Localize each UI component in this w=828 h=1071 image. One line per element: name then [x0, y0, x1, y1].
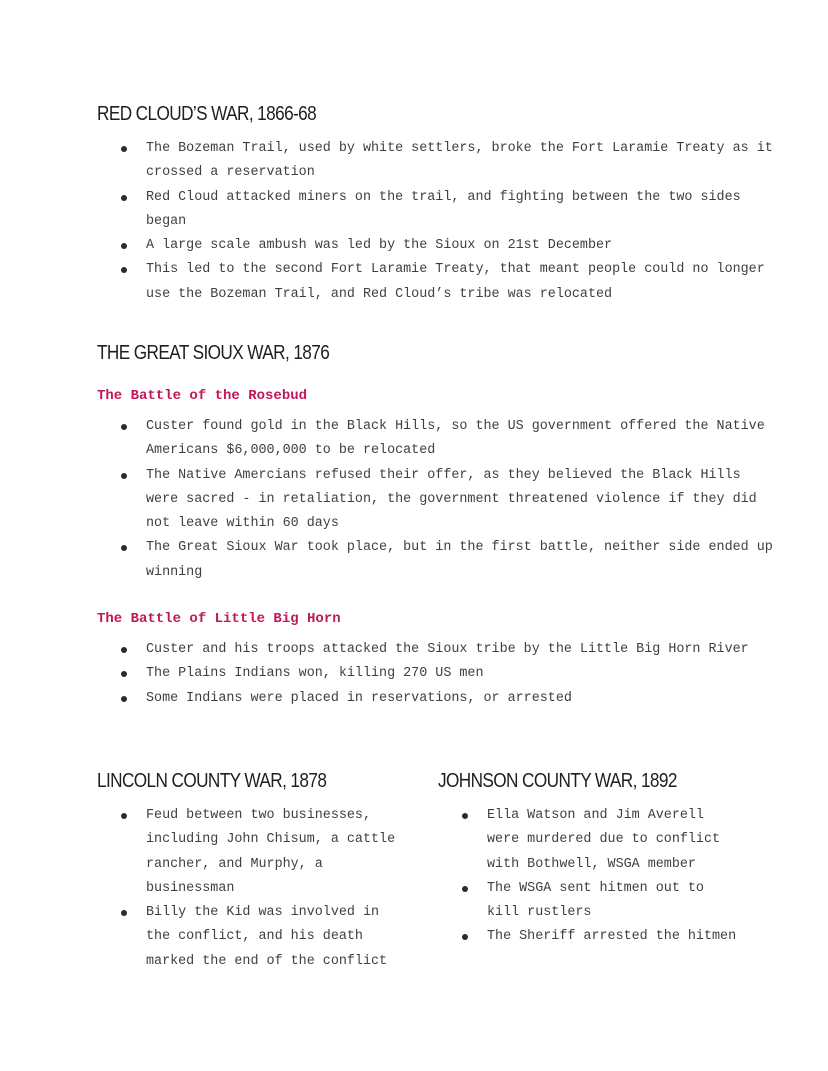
list-item: Custer and his troops attacked the Sioux tribe by the Little Big Horn River: [97, 638, 777, 662]
list-item: Some Indians were placed in reservations, or arrested: [97, 687, 777, 711]
list-item: The Plains Indians won, killing 270 US men: [97, 662, 777, 686]
list-item: The Bozeman Trail, used by white settlers, broke the Fort Laramie Treaty as it crossed a reservation: [97, 137, 777, 186]
red-cloud-war-list: [97, 137, 777, 307]
list-item: Red Cloud attacked miners on the trail, and fighting between the two sides began: [97, 186, 777, 235]
red-cloud-war-heading: RED CLOUD’S WAR, 1866-68: [97, 103, 317, 125]
list-item: Custer found gold in the Black Hills, so the US government offered the Native Americans $6,000,000 to be relocated: [97, 415, 777, 464]
list-item: The Native Amercians refused their offer, as they believed the Black Hills were sacred - in retaliation, the government threatened violence if they did not leave within 60 days: [97, 464, 777, 537]
johnson-county-war-heading: JOHNSON COUNTY WAR, 1892: [438, 770, 677, 792]
list-item: Feud between two businesses, including John Chisum, a cattle rancher, and Murphy, a businessman: [97, 804, 403, 901]
great-sioux-war-heading: THE GREAT SIOUX WAR, 1876: [97, 342, 330, 364]
battle-of-the-rosebud-heading: The Battle of the Rosebud: [97, 388, 308, 404]
battle-of-little-big-horn-list: [97, 638, 777, 711]
list-item: This led to the second Fort Laramie Treaty, that meant people could no longer use the Bozeman Trail, and Red Cloud’s tribe was relocated: [97, 258, 777, 307]
list-item: Billy the Kid was involved in the conflict, and his death marked the end of the conflict: [97, 901, 403, 974]
list-item: Ella Watson and Jim Averell were murdered due to conflict with Bothwell, WSGA member: [438, 804, 744, 877]
battle-of-the-rosebud-list: [97, 415, 777, 585]
lincoln-county-war-list: [97, 804, 403, 974]
johnson-county-war-list: [438, 804, 744, 950]
list-item: The Sheriff arrested the hitmen: [438, 925, 744, 949]
battle-of-little-big-horn-heading: The Battle of Little Big Horn: [97, 611, 341, 627]
list-item: The WSGA sent hitmen out to kill rustlers: [438, 877, 744, 926]
list-item: A large scale ambush was led by the Sioux on 21st December: [97, 234, 777, 258]
lincoln-county-war-heading: LINCOLN COUNTY WAR, 1878: [97, 770, 327, 792]
list-item: The Great Sioux War took place, but in the first battle, neither side ended up winning: [97, 536, 777, 585]
